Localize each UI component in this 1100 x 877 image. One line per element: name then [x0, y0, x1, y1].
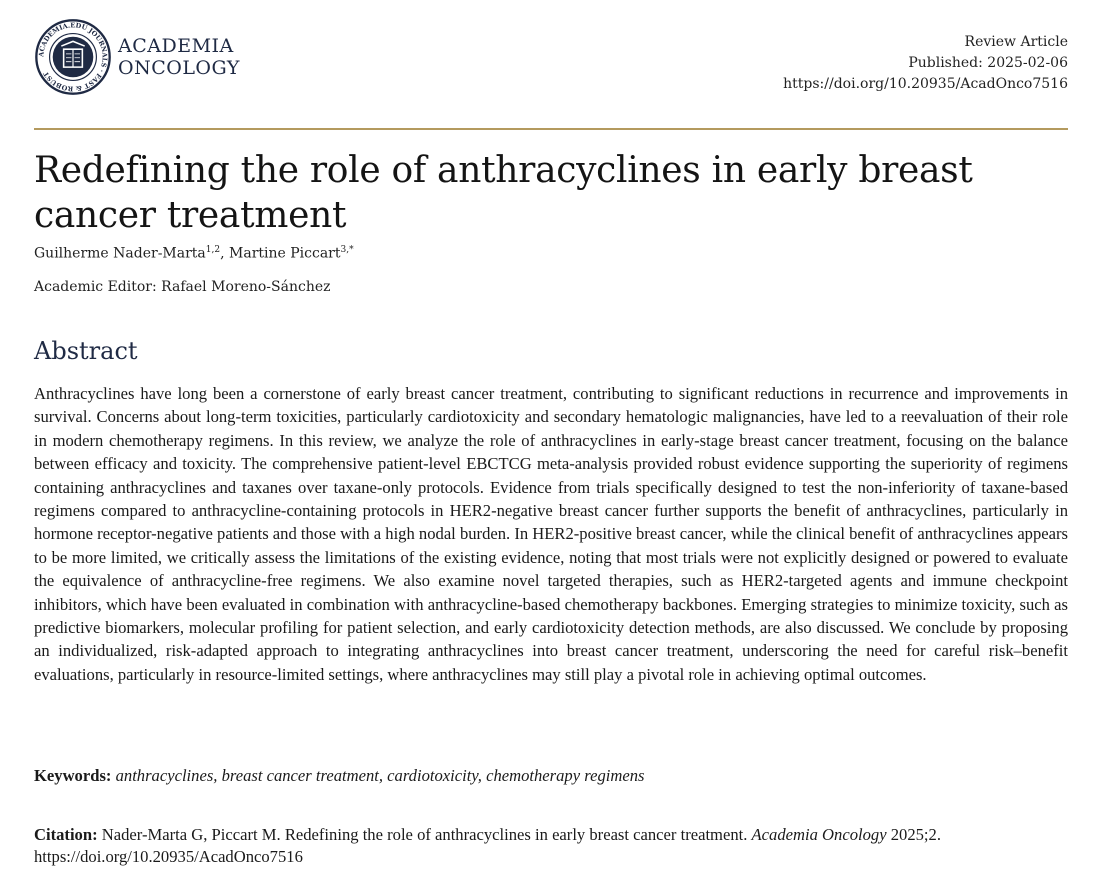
- journal-name-line1: ACADEMIA: [118, 35, 234, 57]
- citation-doi-link[interactable]: https://doi.org/10.20935/AcadOnco7516: [34, 847, 303, 866]
- article-type: Review Article: [964, 34, 1068, 50]
- keywords: [34, 766, 644, 786]
- academic-editor: Academic Editor: Rafael Moreno-Sánchez: [34, 279, 331, 295]
- doi-link[interactable]: https://doi.org/10.20935/AcadOnco7516: [783, 76, 1068, 92]
- journal-name: [118, 35, 240, 79]
- author-list: [34, 245, 354, 262]
- abstract-heading: Abstract: [34, 337, 138, 365]
- keywords-label: Keywords:: [34, 766, 112, 785]
- svg-text:ACADEMIA.EDU JOURNALS · FAST &: ACADEMIA.EDU JOURNALS · FAST & ROBUST: [37, 21, 109, 93]
- journal-brand[interactable]: [34, 18, 240, 96]
- published-date: Published: 2025-02-06: [908, 55, 1068, 71]
- journal-seal-logo: [34, 18, 112, 96]
- citation-volume: 2025;2.: [890, 825, 941, 844]
- author-separator: ,: [220, 245, 230, 262]
- author-affiliation: 1,2: [205, 245, 221, 255]
- article-meta: [783, 32, 1068, 95]
- citation-journal: Academia Oncology: [751, 825, 887, 844]
- journal-name-line2: ONCOLOGY: [118, 57, 240, 79]
- citation: [34, 824, 1068, 868]
- abstract-text: Anthracyclines have long been a cornerstone of early breast cancer treatment, contributing to significant reductions in recurrence and improvements in survival. Concerns about long-term toxicities, particularly cardiotoxicity and secondary hematologic malignancies, have led to a reevaluation of their role in modern chemotherapy regimens. In this review, we analyze the role of anthracyclines in early-stage breast cancer treatment, focusing on the balance between efficacy and toxicity. The comprehensive patient-level EBCTCG meta-analysis provided robust evidence supporting the superiority of regimens containing anthracyclines and taxanes over taxane-only protocols. Evidence from trials specifically designed to test the non-inferiority of taxane-based regimens compared to anthracycline-containing protocols in HER2-negative breast cancer further supports the benefit of anthracyclines, particularly in hormone receptor-negative patients and those with a high nodal burden. In HER2-positive breast cancer, while the clinical benefit of anthracyclines appears to be more limited, we critically assess the limitations of the existing evidence, noting that most trials were not explicitly designed or powered to evaluate the equivalence of anthracycline-free regimens. We also examine novel targeted therapies, such as HER2-targeted agents and immune checkpoint inhibitors, which have been evaluated in combination with anthracycline-based chemotherapy backbones. Emerging strategies to minimize toxicity, such as predictive biomarkers, molecular profiling for patient selection, and early cardiotoxicity detection methods, are also discussed. We conclude by proposing an individualized, risk-adapted approach to integrating anthracyclines into breast cancer treatment, underscoring the need for careful risk–benefit evaluations, particularly in resource-limited settings, where anthracyclines may still play a pivotal role in achieving optimal outcomes.: [34, 384, 1068, 684]
- author-name[interactable]: Martine Piccart: [229, 245, 341, 262]
- article-title: Redefining the role of anthracyclines in early breast cancer treatment: [34, 150, 973, 236]
- author-affiliation: 3,*: [340, 245, 354, 255]
- author-name[interactable]: Guilherme Nader-Marta: [34, 245, 206, 262]
- citation-text: Nader-Marta G, Piccart M. Redefining the role of anthracyclines in early breast cancer treatment.: [101, 825, 748, 844]
- keywords-list: anthracyclines, breast cancer treatment, cardiotoxicity, chemotherapy regimens: [115, 766, 645, 785]
- header-divider: [34, 128, 1068, 130]
- citation-label: Citation:: [34, 825, 98, 844]
